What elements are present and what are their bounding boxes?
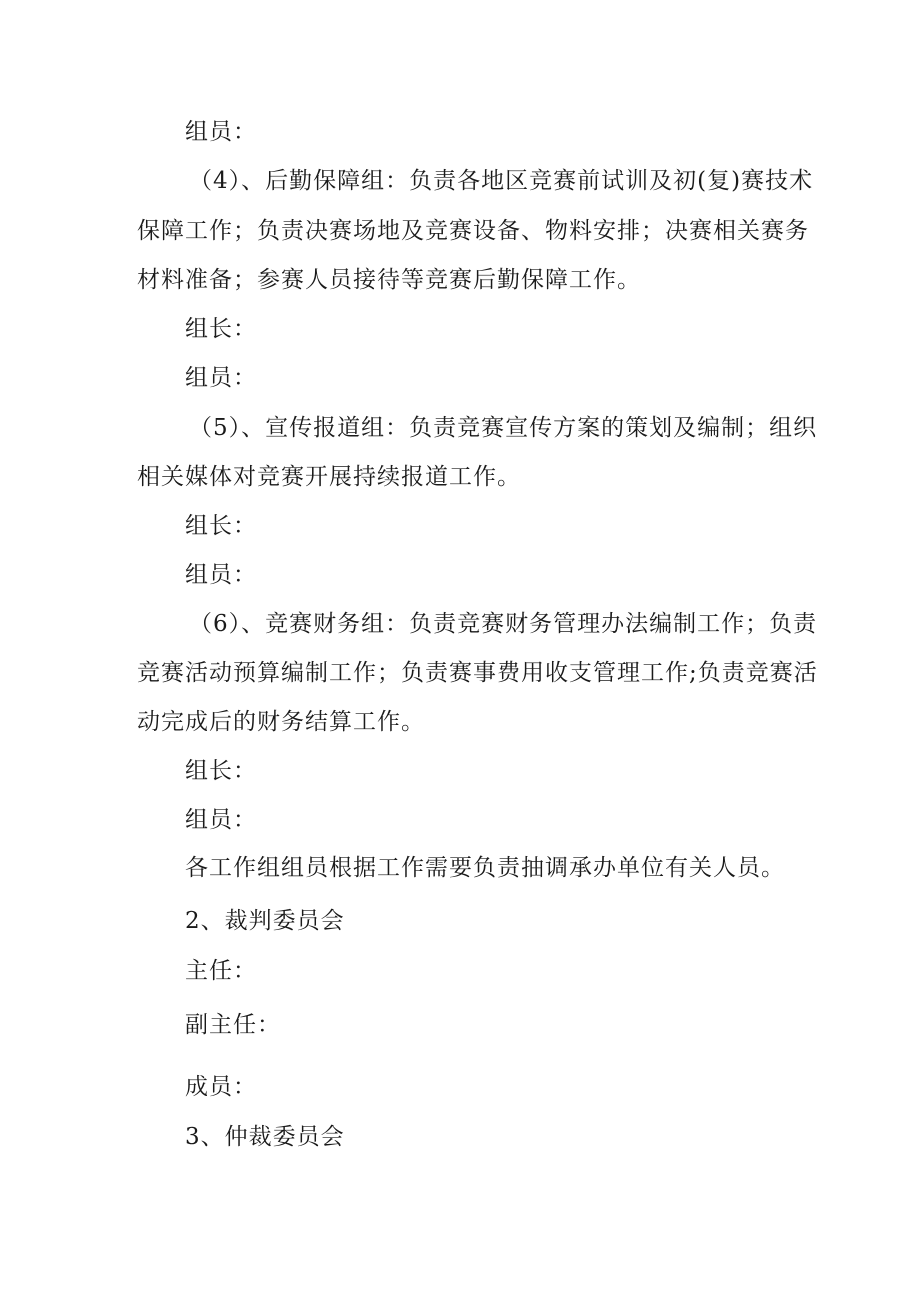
referee-members-label: 成员：: [185, 1074, 257, 1100]
logistics-member-label: 组员：: [185, 119, 257, 145]
staffing-note: 各工作组组员根据工作需要负责抽调承办单位有关人员。: [185, 855, 785, 881]
publicity-leader-label: 组长：: [185, 513, 257, 539]
publicity-member-label: 组员：: [185, 562, 257, 588]
referee-director-label: 主任：: [185, 958, 257, 984]
finance-group-heading: （6）、竞赛财务组：负责竞赛财务管理办法编制工作；负责: [189, 611, 818, 637]
referee-committee-heading: 2、裁判委员会: [185, 908, 345, 934]
publicity-group-heading: （5）、宣传报道组：负责竞赛宣传方案的策划及编制；组织: [189, 415, 818, 441]
finance-member-label: 组员：: [185, 807, 257, 833]
logistics-leader-label: 组长：: [185, 316, 257, 342]
publicity-group-text-2: 相关媒体对竞赛开展持续报道工作。: [137, 464, 521, 490]
finance-group-text-2: 竞赛活动预算编制工作；负责赛事费用收支管理工作;负责竞赛活: [137, 660, 818, 686]
logistics-group-text-2: 保障工作；负责决赛场地及竞赛设备、物料安排；决赛相关赛务: [137, 218, 809, 244]
finance-group-text-3: 动完成后的财务结算工作。: [137, 709, 425, 735]
logistics-group-heading: （4）、后勤保障组：负责各地区竞赛前试训及初(复)赛技术: [189, 168, 814, 194]
arbitration-committee-heading: 3、仲裁委员会: [185, 1124, 345, 1150]
finance-leader-label: 组长：: [185, 758, 257, 784]
referee-deputy-director-label: 副主任：: [185, 1012, 281, 1038]
logistics-member-label-2: 组员：: [185, 365, 257, 391]
logistics-group-text-3: 材料准备；参赛人员接待等竞赛后勤保障工作。: [137, 267, 641, 293]
